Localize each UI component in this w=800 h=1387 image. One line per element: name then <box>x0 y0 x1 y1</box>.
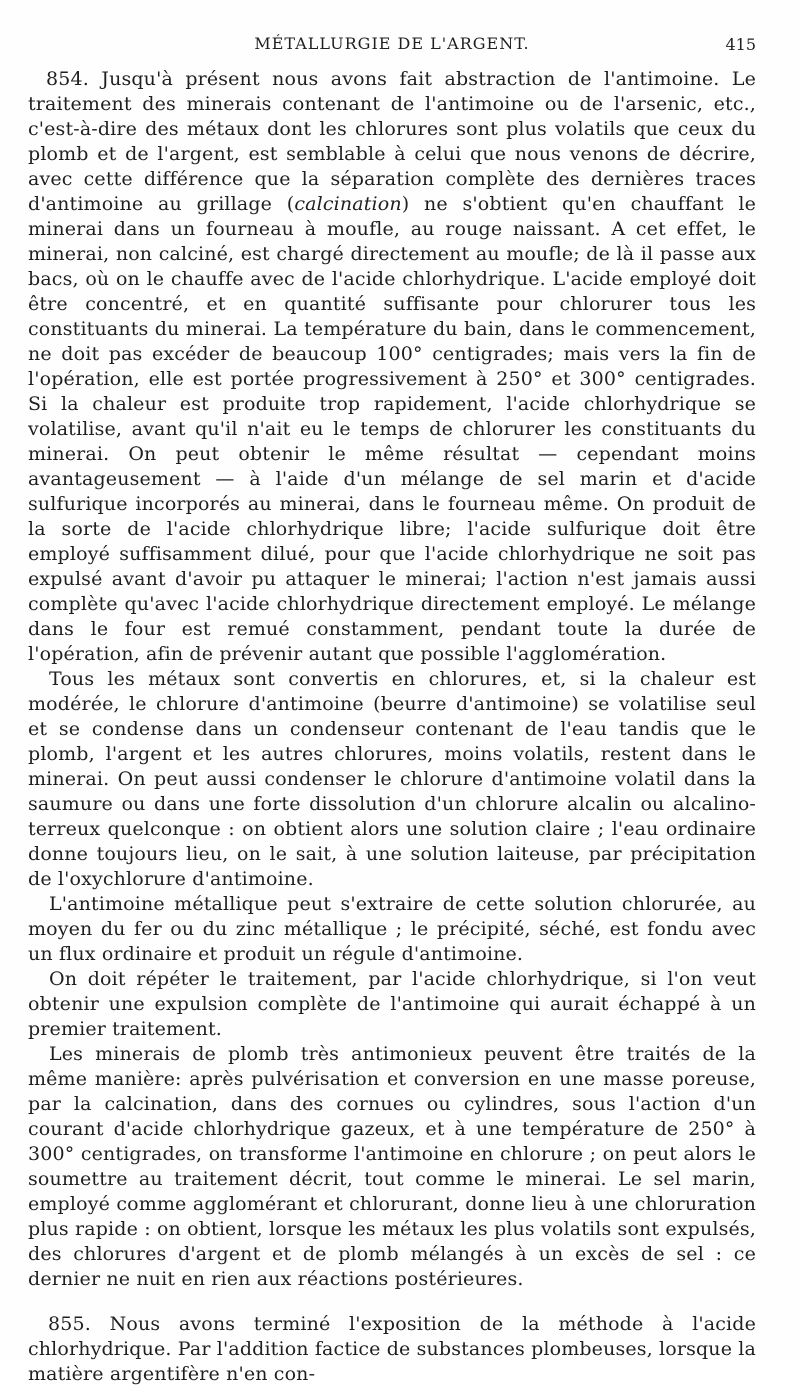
page-number: 415 <box>725 35 756 54</box>
paragraph-number: 855. <box>48 1313 91 1335</box>
paragraph-855 <box>28 1312 756 1387</box>
paragraph-text-start: Jusqu'à présent nous avons fait abstraction de l'antimoine. Le traitement des minerais contenant de l'antimoine ou de l'arsenic, etc., c'est-à-dire des métaux dont les chlorures sont plus volatils que ceux du plomb et de l'argent, est semblable à celui que nous venons de décrire, avec cette différence que la séparation complète des dernières traces d'antimoine au grillage ( <box>28 68 756 215</box>
paragraph-metaux-convertis: Tous les métaux sont convertis en chlorures, et, si la chaleur est modérée, le chlorure d'antimoine (beurre d'antimoine) se volatilise seul et se condense dans un condenseur contenant de l'eau tandis que le plomb, l'argent et les autres chlorures, moins volatils, restent dans le minerai. On peut aussi condenser le chlorure d'antimoine volatil dans la saumure ou dans une forte dissolution d'un chlorure alcalin ou alcalino-terreux quelconque : on obtient alors une solution claire ; l'eau ordinaire donne toujours lieu, on le sait, à une solution laiteuse, par précipitation de l'oxychlorure d'antimoine. <box>28 668 756 890</box>
body-text <box>28 67 756 1387</box>
paragraph-text-end: ) ne s'obtient qu'en chauffant le minerai dans un fourneau à moufle, au rouge naissant. A cet effet, le minerai, non calciné, est chargé directement au moufle; de là il passe aux bacs, où on le chauffe avec de l'acide chlorhydrique. L'acide employé doit être concentré, et en quantité suffisante pour chlorurer tous les constituants du minerai. La température du bain, dans le commencement, ne doit pas excéder de beaucoup 100° centigrades; mais vers la fin de l'opération, elle est portée progressivement à 250° et 300° centigrades. Si la chaleur est produite trop rapidement, l'acide chlorhydrique se volatilise, avant qu'il n'ait eu le temps de chlorurer les constituants du minerai. On peut obtenir le même résultat — cependant moins avantageusement — à l'aide d'un mélange de sel marin et d'acide sulfurique incorporés au minerai, dans le fourneau même. On produit de la sorte de l'acide chlorhydrique libre; l'acide sulfurique doit être employé suffisamment dilué, pour que l'acide chlorhydrique ne soit pas expulsé avant d'avoir pu attaquer le minerai; l'action n'est jamais aussi complète qu'avec l'acide chlorhydrique directement employé. Le mélange dans le four est remué constamment, pendant toute la durée de l'opération, afin de prévenir autant que possible l'agglomération. <box>28 193 757 665</box>
running-title: MÉTALLURGIE DE L'ARGENT. <box>254 34 530 53</box>
running-head <box>28 34 756 60</box>
italic-term: calcination <box>294 193 402 215</box>
paragraph-minerais-plomb: Les minerais de plomb très antimonieux peuvent être traités de la même manière: après pulvérisation et conversion en une masse poreuse, par la calcination, dans des cornues ou cylindres, sous l'action d'un courant d'acide chlorhydrique gazeux, et à une température de 250° à 300° centigrades, on transforme l'antimoine en chlorure ; on peut alors le soumettre au traitement décrit, tout comme le minerai. Le sel marin, employé comme agglomérant et chlorurant, donne lieu à une chloruration plus rapide : on obtient, lorsque les métaux les plus volatils sont expulsés, des chlorures d'argent et de plomb mélangés à un excès de sel : ce dernier ne nuit en rien aux réactions postérieures. <box>28 1043 756 1290</box>
paragraph-repeter-traitement: On doit répéter le traitement, par l'acide chlorhydrique, si l'on veut obtenir une expulsion complète de l'antimoine qui aurait échappé à un premier traitement. <box>28 968 756 1040</box>
paragraph-854 <box>28 67 756 667</box>
paragraph-number: 854. <box>46 68 89 90</box>
paragraph-text: Nous avons terminé l'exposition de la méthode à l'acide chlorhydrique. Par l'addition factice de substances plombeuses, lorsque la matière argentifère n'en con- <box>28 1313 756 1385</box>
paragraph-antimoine-metallique: L'antimoine métallique peut s'extraire de cette solution chlorurée, au moyen du fer ou du zinc métallique ; le précipité, séché, est fondu avec un flux ordinaire et produit un régule d'antimoine. <box>28 893 756 965</box>
